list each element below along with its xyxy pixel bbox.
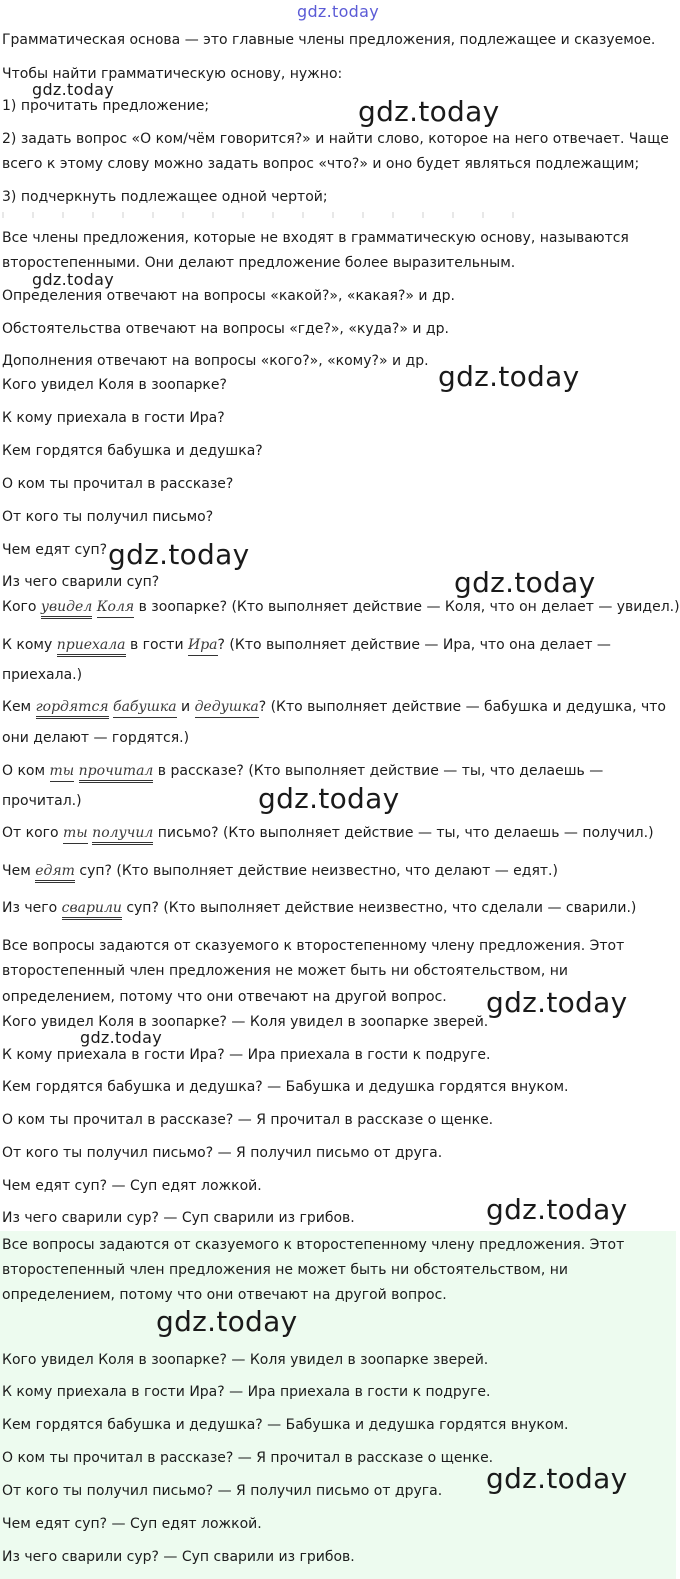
watermark-logo: gdz.today bbox=[438, 360, 580, 393]
analysis-text: в зоопарке? (Кто выполняет действие — Коля, что он делает — увидел.) bbox=[134, 599, 680, 615]
analysis-line bbox=[2, 762, 603, 783]
answer-line: Кем гордятся бабушка и дедушка? — Бабушка и дедушка гордятся внуком. bbox=[2, 1079, 569, 1095]
question-line: К кому приехала в гости Ира? bbox=[2, 410, 225, 426]
watermark-logo: gdz.today bbox=[32, 270, 114, 289]
watermark-logo: gdz.today bbox=[80, 1028, 162, 1047]
subject-underline: ты bbox=[63, 824, 88, 844]
analysis-text: От кого bbox=[2, 825, 64, 841]
answer-line: Из чего сварили сур? — Суп сварили из грибов. bbox=[2, 1210, 355, 1226]
question-line: Кого увидел Коля в зоопарке? bbox=[2, 377, 227, 393]
theory-line: 2) задать вопрос «О ком/чём говорится?» и найти слово, которое на него отвечает. Чаще bbox=[2, 131, 669, 147]
answer-line: Чем едят суп? — Суп едят ложкой. bbox=[2, 1516, 262, 1532]
watermark-logo: gdz.today bbox=[486, 986, 628, 1019]
theory-line: Грамматическая основа — это главные члены предложения, подлежащее и сказуемое. bbox=[2, 32, 656, 48]
question-line: Из чего сварили суп? bbox=[2, 574, 160, 590]
theory-line: Обстоятельства отвечают на вопросы «где?», «куда?» и др. bbox=[2, 321, 449, 337]
watermark-logo: gdz.today bbox=[486, 1462, 628, 1495]
predicate-underline: прочитал bbox=[79, 762, 154, 783]
watermark-logo: gdz.today bbox=[454, 566, 596, 599]
answer-line: О ком ты прочитал в рассказе? — Я прочитал в рассказе о щенке. bbox=[2, 1450, 494, 1466]
theory-line: Все члены предложения, которые не входят в грамматическую основу, называются bbox=[2, 230, 629, 246]
theory-line: всего к этому слову можно задать вопрос «что?» и оно будет являться подлежащим; bbox=[2, 156, 640, 172]
analysis-text: Из чего bbox=[2, 900, 62, 916]
watermark-logo: gdz.today bbox=[258, 782, 400, 815]
analysis-line bbox=[2, 824, 654, 845]
question-line: Чем едят суп? bbox=[2, 542, 108, 558]
explanation-line: Все вопросы задаются от сказуемого к второстепенному члену предложения. Этот bbox=[2, 938, 625, 954]
subject-underline: дедушка bbox=[195, 698, 259, 718]
watermark-logo: gdz.today bbox=[297, 2, 379, 21]
watermark-logo: gdz.today bbox=[32, 80, 114, 99]
analysis-line bbox=[2, 636, 611, 657]
answer-line: Кого увидел Коля в зоопарке? — Коля увидел в зоопарке зверей. bbox=[2, 1014, 489, 1030]
answer-line: Чем едят суп? — Суп едят ложкой. bbox=[2, 1178, 262, 1194]
watermark-logo: gdz.today bbox=[486, 1193, 628, 1226]
analysis-line bbox=[2, 862, 558, 883]
analysis-text: ? (Кто выполняет действие — бабушка и дедушка, что bbox=[258, 699, 666, 715]
explanation-line: второстепенный член предложения не может быть ни обстоятельством, ни bbox=[2, 963, 569, 979]
analysis-line: приехала.) bbox=[2, 667, 83, 683]
explanation-line: определением, потому что они отвечают на другой вопрос. bbox=[2, 989, 447, 1005]
analysis-text: письмо? (Кто выполняет действие — ты, что делаешь — получил.) bbox=[153, 825, 654, 841]
answer-line: Кем гордятся бабушка и дедушка? — Бабушка и дедушка гордятся внуком. bbox=[2, 1417, 569, 1433]
analysis-text: в гости bbox=[125, 637, 188, 653]
explanation-line: Все вопросы задаются от сказуемого к второстепенному члену предложения. Этот bbox=[2, 1237, 625, 1253]
predicate-underline: приехала bbox=[57, 636, 126, 657]
answer-line: Из чего сварили сур? — Суп сварили из грибов. bbox=[2, 1549, 355, 1565]
watermark-logo: gdz.today bbox=[358, 95, 500, 128]
analysis-line bbox=[2, 598, 680, 619]
theory-line: 3) подчеркнуть подлежащее одной чертой; bbox=[2, 189, 328, 205]
analysis-text: суп? (Кто выполняет действие неизвестно, что сделали — сварили.) bbox=[121, 900, 637, 916]
cut-line-divider bbox=[2, 212, 522, 218]
analysis-text: и bbox=[176, 699, 195, 715]
answer-line: О ком ты прочитал в рассказе? — Я прочитал в рассказе о щенке. bbox=[2, 1112, 494, 1128]
predicate-underline: едят bbox=[35, 862, 75, 883]
analysis-text: Кого bbox=[2, 599, 41, 615]
theory-line: второстепенными. Они делают предложение более выразительным. bbox=[2, 255, 516, 271]
analysis-text: ? (Кто выполняет действие — Ира, что она делает — bbox=[217, 637, 611, 653]
predicate-underline: увидел bbox=[41, 598, 92, 619]
analysis-text: К кому bbox=[2, 637, 57, 653]
analysis-text: Кем bbox=[2, 699, 36, 715]
analysis-text: суп? (Кто выполняет действие неизвестно, что делают — едят.) bbox=[74, 863, 558, 879]
theory-line: Дополнения отвечают на вопросы «кого?», «кому?» и др. bbox=[2, 353, 429, 369]
question-line: О ком ты прочитал в рассказе? bbox=[2, 476, 234, 492]
analysis-text: в рассказе? (Кто выполняет действие — ты, что делаешь — bbox=[153, 763, 604, 779]
analysis-line bbox=[2, 899, 636, 920]
answer-line: К кому приехала в гости Ира? — Ира приехала в гости к подруге. bbox=[2, 1384, 491, 1400]
theory-line: Чтобы найти грамматическую основу, нужно: bbox=[2, 66, 343, 82]
explanation-line: второстепенный член предложения не может быть ни обстоятельством, ни bbox=[2, 1262, 569, 1278]
analysis-line: они делают — гордятся.) bbox=[2, 730, 190, 746]
subject-underline: бабушка bbox=[113, 698, 177, 718]
answer-line: Кого увидел Коля в зоопарке? — Коля увидел в зоопарке зверей. bbox=[2, 1352, 489, 1368]
theory-line: Определения отвечают на вопросы «какой?», «какая?» и др. bbox=[2, 288, 455, 304]
watermark-logo: gdz.today bbox=[156, 1305, 298, 1338]
subject-underline: ты bbox=[50, 762, 75, 782]
subject-underline: Коля bbox=[97, 598, 134, 618]
watermark-logo: gdz.today bbox=[108, 538, 250, 571]
question-line: Кем гордятся бабушка и дедушка? bbox=[2, 443, 263, 459]
analysis-text: Чем bbox=[2, 863, 36, 879]
answer-line: От кого ты получил письмо? — Я получил письмо от друга. bbox=[2, 1483, 443, 1499]
predicate-underline: гордятся bbox=[36, 698, 109, 719]
answer-line: К кому приехала в гости Ира? — Ира приехала в гости к подруге. bbox=[2, 1047, 491, 1063]
subject-underline: Ира bbox=[188, 636, 218, 656]
analysis-line bbox=[2, 698, 666, 719]
answer-line: От кого ты получил письмо? — Я получил письмо от друга. bbox=[2, 1145, 443, 1161]
explanation-line: определением, потому что они отвечают на другой вопрос. bbox=[2, 1287, 447, 1303]
theory-line: 1) прочитать предложение; bbox=[2, 98, 210, 114]
analysis-line: прочитал.) bbox=[2, 793, 82, 809]
predicate-underline: получил bbox=[92, 824, 153, 845]
analysis-text: О ком bbox=[2, 763, 50, 779]
predicate-underline: сварили bbox=[62, 899, 122, 920]
question-line: От кого ты получил письмо? bbox=[2, 509, 214, 525]
